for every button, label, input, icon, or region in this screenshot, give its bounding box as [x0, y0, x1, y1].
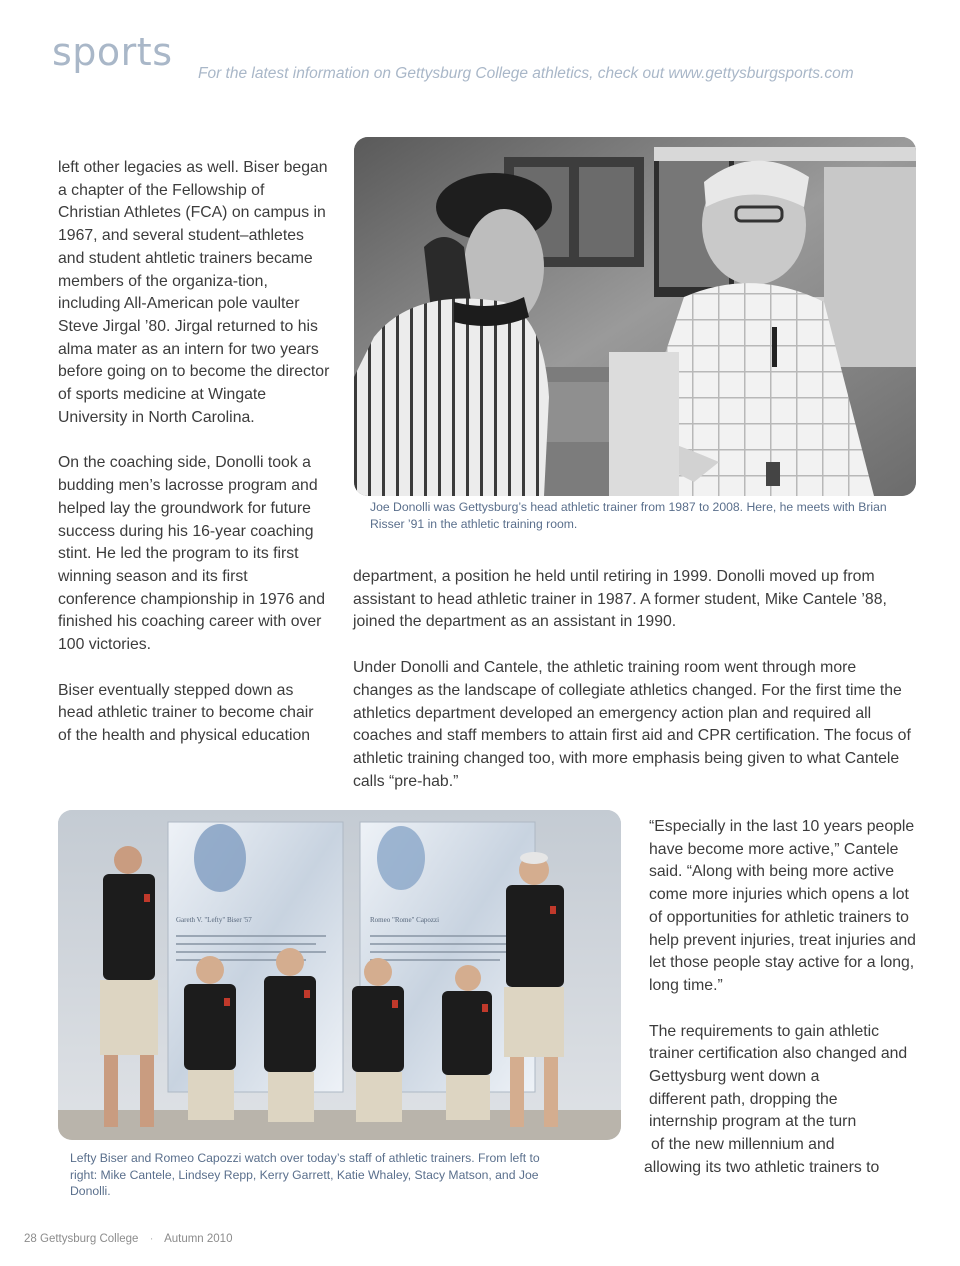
issue-date: Autumn 2010: [164, 1233, 233, 1245]
plaque-left-name: Gareth V. "Lefty" Biser '57: [176, 916, 252, 924]
publication-name: Gettysburg College: [40, 1233, 139, 1245]
middle-paragraph-2: Under Donolli and Cantele, the athletic training room went through more changes as the landscape of collegiate athletics changed. For the first time the athletics department developed an emergency action plan and required all coaches and staff members to attain first aid and CPR certification. The focus of athletic training changed too, with more emphasis being given to what Cantele calls “pre-hab.”: [353, 659, 911, 790]
photo-top-caption: Joe Donolli was Gettysburg’s head athletic trainer from 1987 to 2008. Here, he meets with Brian Risser ’91 in the athletic training room.: [370, 500, 887, 531]
photo-bottom-caption: Lefty Biser and Romeo Capozzi watch over today’s staff of athletic trainers. From left to right: Mike Cantele, Lindsey Repp, Kerry Garrett, Katie Whaley, Stacy Matson, and Joe Donolli.: [70, 1151, 540, 1198]
right-paragraph-2: [644, 1021, 919, 1180]
header-note: For the latest information on Gettysburg College athletics, check out www.gettysburgsports.com: [198, 65, 854, 82]
right-paragraph-2-line: trainer certification also changed and: [649, 1045, 908, 1063]
photo-training-room: [354, 137, 916, 496]
right-paragraph-2-line: of the new millennium and: [651, 1136, 835, 1154]
staff-photo-illustration: [58, 810, 621, 1140]
training-room-illustration: [354, 137, 916, 496]
right-paragraph-2-line: allowing its two athletic trainers to: [644, 1158, 880, 1176]
footer-separator: ·: [149, 1233, 154, 1245]
right-paragraph-2-line: different path, dropping the: [649, 1090, 838, 1108]
right-paragraph-2-line: Gettysburg went down a: [649, 1068, 820, 1086]
photo-trainer-staff: [58, 810, 621, 1140]
right-paragraph-2-line: The requirements to gain athletic: [649, 1022, 880, 1040]
middle-column: [353, 566, 919, 816]
right-paragraph-1: “Especially in the last 10 years people have become more active,” Cantele said. “Along with being more active come more injuries which opens a lot of opportunities for athletic trainers to help prevent injuries, treat injuries and let those people stay active for a long, long time.”: [649, 818, 916, 994]
right-column: [644, 816, 919, 1203]
page-number: 28: [24, 1233, 37, 1245]
plaque-right-name: Romeo "Rome" Capozzi: [370, 916, 440, 924]
middle-paragraph-1: department, a position he held until retiring in 1999. Donolli moved up from assistant to head athletic trainer in 1987. A former student, Mike Cantele ’88, joined the department as an assistant in 1990.: [353, 568, 887, 631]
left-column: [58, 157, 330, 771]
left-paragraph-3: Biser eventually stepped down as head athletic trainer to become chair of the health and physical education: [58, 681, 314, 745]
left-paragraph-1: left other legacies as well. Biser began a chapter of the Fellowship of Christian Athletes (FCA) on campus in 1967, and several student–athletes and student ahtletic trainers became members of the organiza-tion, including All-American pole vaulter Steve Jirgal ’80. Jirgal returned to his alma mater as an intern for two years before going on to become the director of sports medicine at Wingate University in North Carolina.: [58, 159, 330, 426]
page-footer: [24, 1233, 232, 1245]
right-paragraph-2-line: internship program at the turn: [649, 1113, 857, 1131]
section-title: sports: [52, 30, 173, 74]
left-paragraph-2: On the coaching side, Donolli took a budding men’s lacrosse program and helped lay the groundwork for future success during his 16-year coaching stint. He led the program to its first winning season and its first conference championship in 1976 and finished his coaching career with over 100 victories.: [58, 454, 325, 654]
